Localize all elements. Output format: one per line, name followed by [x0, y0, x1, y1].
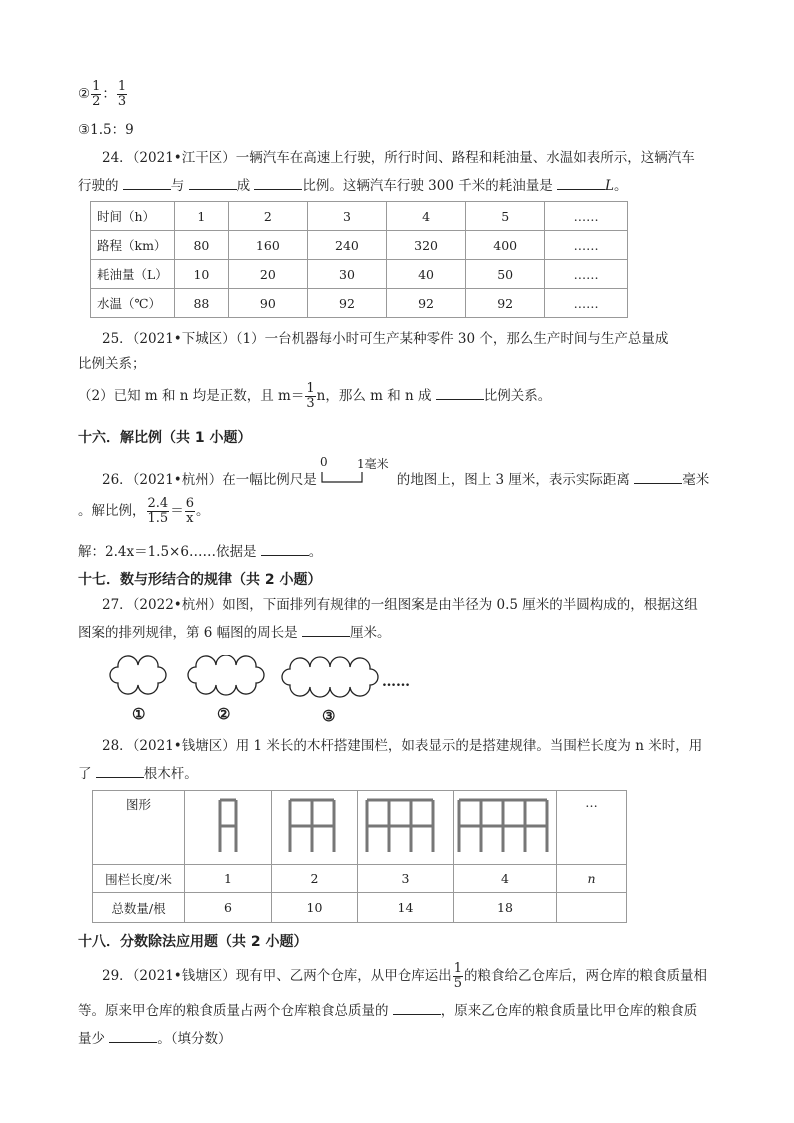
text: 成 — [236, 178, 255, 194]
item-3: ③1.5：9 — [78, 122, 134, 138]
equals: ＝ — [170, 503, 184, 519]
q26-line1 — [102, 469, 709, 489]
table-cell: 80 — [175, 231, 229, 260]
text: 的地图上，图上 3 厘米，表示实际距离 — [396, 472, 635, 488]
table-cell: …… — [545, 202, 628, 231]
q25-line3 — [78, 382, 551, 411]
more-indicator: … — [557, 791, 627, 865]
frac-num: 1 — [453, 961, 463, 976]
table-cell: 50 — [466, 260, 545, 289]
answer-blank[interactable] — [123, 175, 171, 190]
text: 等。原来甲仓库的粮食质量占两个仓库粮食总质量的 — [78, 1003, 393, 1019]
answer-blank[interactable] — [254, 175, 302, 190]
text: n，那么 m 和 n 成 — [316, 388, 436, 404]
text: 。 — [614, 178, 628, 194]
scale-one-mm: 1毫米 — [357, 457, 389, 471]
text: 。（填分数） — [157, 1031, 232, 1047]
fraction-one-half — [91, 80, 101, 109]
colon: ： — [102, 86, 116, 102]
text: 根木杆。 — [143, 766, 198, 782]
count-cell: 6 — [185, 893, 272, 923]
table-cell: 5 — [466, 202, 545, 231]
text: 与 — [170, 178, 189, 194]
table-cell: 92 — [466, 289, 545, 318]
table-cell: 320 — [387, 231, 466, 260]
text: （2）已知 m 和 n 均是正数，且 m＝ — [78, 388, 305, 404]
table-cell: 240 — [307, 231, 386, 260]
row-label: 时间（h） — [91, 202, 175, 231]
q29-line1 — [102, 962, 707, 991]
text: 29．（2021•钱塘区）现有甲、乙两个仓库，从甲仓库运出 — [102, 968, 452, 984]
answer-blank[interactable] — [436, 385, 484, 400]
frac-den: x — [186, 511, 194, 526]
frac-num: 2.4 — [147, 496, 169, 511]
scale-zero: 0 — [320, 455, 328, 469]
cloud-figure-1 — [110, 656, 166, 694]
text: 。解比例， — [78, 503, 146, 519]
q28-row-figures — [93, 791, 627, 865]
q28-line1: 28．（2021•钱塘区）用 1 米长的木杆搭建围栏，如表显示的是搭建规律。当围栏长度为 n 米时，用 — [102, 738, 703, 754]
table-cell: 88 — [175, 289, 229, 318]
text: 图案的排列规律，第 6 幅图的周长是 — [78, 625, 302, 641]
section-title-18: 十八．分数除法应用题（共 2 小题） — [78, 934, 308, 950]
q27-line1: 27．（2022•杭州）如图，下面排列有规律的一组图案是由半径为 0.5 厘米的半圆构成的，根据这组 — [102, 597, 698, 613]
fraction-one-third — [117, 80, 127, 109]
frac-den: 3 — [306, 396, 315, 411]
cloud-figure-2 — [188, 655, 264, 695]
table-cell: …… — [545, 289, 628, 318]
text: 毫米 — [682, 472, 710, 488]
item-2 — [78, 80, 128, 109]
q25-line2: 比例关系； — [78, 356, 146, 372]
table-cell: 30 — [307, 260, 386, 289]
length-cell: 3 — [358, 865, 454, 893]
table-cell: 3 — [307, 202, 386, 231]
table-cell: 400 — [466, 231, 545, 260]
length-cell: 4 — [454, 865, 557, 893]
answer-blank[interactable] — [96, 763, 144, 778]
figure-label-1: ① — [132, 705, 146, 723]
continuation-dots: …… — [382, 674, 410, 690]
q24-table-row — [91, 289, 628, 318]
q27-line2 — [78, 622, 390, 642]
q24-table — [90, 201, 628, 318]
fence-figure-4 — [454, 791, 557, 865]
q24-table-row — [91, 202, 628, 231]
q24-table-row — [91, 231, 628, 260]
figure-label-3: ③ — [322, 707, 336, 725]
section-title-17: 十七．数与形结合的规律（共 2 小题） — [78, 572, 322, 588]
text: 量少 — [78, 1031, 110, 1047]
scale-bar — [320, 470, 370, 484]
cloud-pattern-figures — [108, 655, 428, 705]
answer-blank[interactable] — [393, 1000, 441, 1015]
frac-num: 1 — [92, 79, 101, 94]
table-cell: 92 — [307, 289, 386, 318]
table-cell: …… — [545, 260, 628, 289]
text: 。 — [195, 503, 210, 519]
row-label: 路程（km） — [91, 231, 175, 260]
frac-den: 2 — [92, 94, 101, 109]
q26-line2 — [78, 497, 209, 526]
text: 行驶的 — [78, 178, 123, 194]
text: ，原来乙仓库的粮食质量比甲仓库的粮食质 — [440, 1003, 698, 1019]
frac-den: 1.5 — [147, 511, 169, 526]
table-cell: 40 — [387, 260, 466, 289]
answer-blank[interactable] — [109, 1028, 157, 1043]
count-cell: 18 — [454, 893, 557, 923]
fraction-one-fifth — [453, 962, 463, 991]
text: 比例关系。 — [483, 388, 552, 404]
item-2-label: ② — [78, 86, 91, 102]
table-cell: 90 — [228, 289, 307, 318]
row-label: 水温（℃） — [91, 289, 175, 318]
equation-right — [185, 497, 195, 526]
length-cell: 1 — [185, 865, 272, 893]
q25-line1: 25．（2021•下城区）（1）一台机器每小时可生产某种零件 30 个，那么生产时间与生产总量成 — [102, 331, 669, 347]
table-cell: 10 — [175, 260, 229, 289]
answer-blank[interactable] — [189, 175, 237, 190]
table-cell: 92 — [387, 289, 466, 318]
q28-row-count — [93, 893, 627, 923]
q29-line3 — [78, 1028, 232, 1048]
frac-den: 3 — [117, 94, 127, 109]
figure-label-2: ② — [217, 705, 231, 723]
q24-line1: 24．（2021•江干区）一辆汽车在高速上行驶，所行时间、路程和耗油量、水温如表所示，这辆汽车 — [102, 150, 695, 166]
section-title-16: 十六．解比例（共 1 小题） — [78, 430, 252, 446]
unit: L — [605, 178, 614, 194]
answer-blank[interactable] — [634, 469, 682, 484]
q24-line2 — [78, 175, 628, 195]
length-cell: n — [557, 865, 627, 893]
answer-blank[interactable] — [261, 541, 309, 556]
text: 的粮食给乙仓库后，两仓库的粮食质量相 — [464, 968, 708, 984]
fence-figure-2 — [272, 791, 358, 865]
row-label: 图形 — [93, 791, 185, 865]
q28-table — [92, 790, 627, 923]
count-cell — [557, 893, 627, 923]
table-cell: 4 — [387, 202, 466, 231]
row-label: 总数量/根 — [93, 893, 185, 923]
text: 。 — [308, 544, 323, 560]
answer-blank[interactable] — [557, 175, 605, 190]
count-cell: 14 — [358, 893, 454, 923]
frac-num: 1 — [306, 381, 315, 396]
text: 26．（2021•杭州）在一幅比例尺是 — [102, 472, 317, 488]
q24-table-row — [91, 260, 628, 289]
table-cell: 1 — [175, 202, 229, 231]
fence-figure-1 — [185, 791, 272, 865]
row-label: 围栏长度/米 — [93, 865, 185, 893]
row-label: 耗油量（L） — [91, 260, 175, 289]
q28-row-length — [93, 865, 627, 893]
equation-left — [147, 497, 170, 526]
table-cell: …… — [545, 231, 628, 260]
frac-den: 5 — [453, 976, 463, 991]
text: 解：2.4x＝1.5×6……依据是 — [78, 544, 261, 560]
text: 比例。这辆汽车行驶 300 千米的耗油量是 — [302, 178, 558, 194]
table-cell: 160 — [228, 231, 307, 260]
length-cell: 2 — [272, 865, 358, 893]
count-cell: 10 — [272, 893, 358, 923]
table-cell: 20 — [228, 260, 307, 289]
text: 厘米。 — [349, 625, 391, 641]
frac-num: 1 — [117, 79, 127, 94]
q28-line2 — [78, 763, 198, 783]
q29-line2 — [78, 1000, 697, 1020]
table-cell: 2 — [228, 202, 307, 231]
frac-num: 6 — [185, 496, 194, 511]
fence-figure-3 — [358, 791, 454, 865]
fraction-one-third — [305, 382, 315, 411]
text: 了 — [78, 766, 96, 782]
cloud-figure-3 — [282, 657, 378, 697]
answer-blank[interactable] — [302, 622, 350, 637]
q26-line3 — [78, 541, 322, 561]
